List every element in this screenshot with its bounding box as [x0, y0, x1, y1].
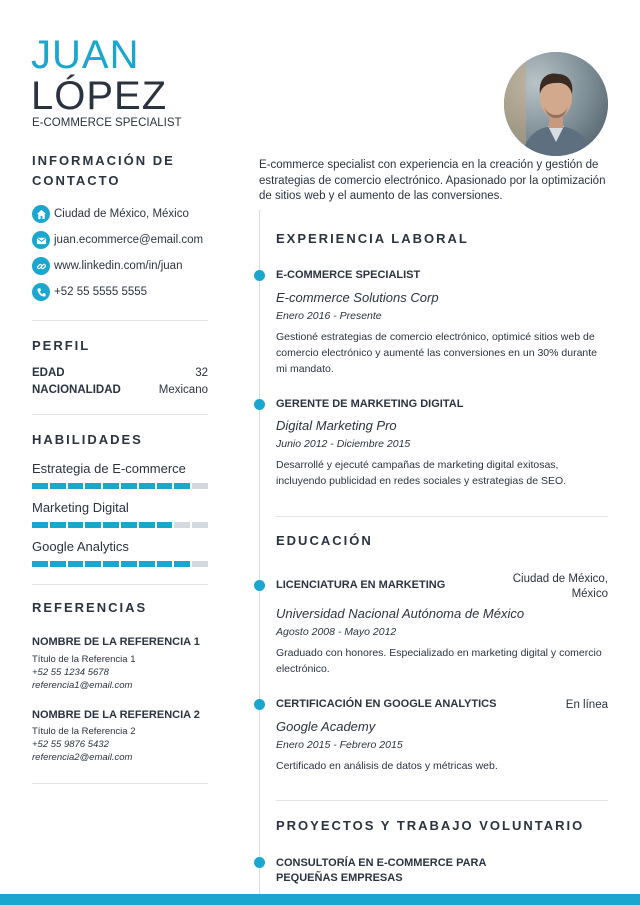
education-description: Certificado en análisis de datos y métricas web. — [276, 760, 498, 772]
footer-accent-bar — [0, 894, 640, 905]
contact-phone[interactable] — [32, 282, 147, 302]
education-section-title: EDUCACIÓN — [276, 533, 373, 548]
skill-level-segment — [157, 561, 173, 567]
home-icon — [32, 205, 50, 223]
education-location-line: Ciudad de México, — [512, 573, 608, 585]
skill-level-segment — [192, 522, 208, 528]
reference-phone[interactable]: +52 55 9876 5432 — [32, 739, 109, 750]
reference-role: Título de la Referencia 1 — [32, 654, 136, 665]
contact-location-text: Ciudad de México, México — [54, 208, 189, 220]
experience-dates: Enero 2016 - Presente — [276, 310, 382, 322]
education-title: LICENCIATURA EN MARKETING — [276, 579, 446, 591]
reference-phone[interactable]: +52 55 1234 5678 — [32, 667, 109, 678]
profile-nationality-label: NACIONALIDAD — [32, 384, 121, 396]
profile-age-label: EDAD — [32, 367, 65, 379]
project-title-line: PEQUEÑAS EMPRESAS — [276, 872, 403, 884]
timeline-dot — [254, 580, 265, 591]
skill-level-segment — [68, 522, 84, 528]
skill-level-segment — [121, 522, 137, 528]
projects-section-title: PROYECTOS Y TRABAJO VOLUNTARIO — [276, 818, 585, 833]
references-section-title: REFERENCIAS — [32, 600, 148, 615]
skill-level-segment — [103, 522, 119, 528]
skill-bar — [32, 522, 208, 528]
contact-email[interactable] — [32, 230, 203, 250]
last-name: LÓPEZ — [31, 74, 168, 118]
reference-name: NOMBRE DE LA REFERENCIA 1 — [32, 636, 200, 648]
profile-section-title: PERFIL — [32, 338, 91, 353]
skill-level-segment — [85, 522, 101, 528]
experience-company: E-commerce Solutions Corp — [276, 290, 439, 305]
divider — [32, 320, 208, 321]
divider — [32, 584, 208, 585]
profile-photo-illustration — [504, 52, 608, 156]
skill-level-segment — [68, 561, 84, 567]
link-icon — [32, 257, 50, 275]
skill-level-segment — [174, 522, 190, 528]
timeline-dot — [254, 270, 265, 281]
profile-age-value: 32 — [195, 367, 208, 379]
skill-level-segment — [32, 483, 48, 489]
timeline-dot — [254, 857, 265, 868]
skill-level-segment — [174, 483, 190, 489]
education-title: CERTIFICACIÓN EN GOOGLE ANALYTICS — [276, 698, 497, 710]
skill-level-segment — [192, 483, 208, 489]
experience-section-title: EXPERIENCIA LABORAL — [276, 231, 469, 246]
education-dates: Agosto 2008 - Mayo 2012 — [276, 626, 397, 638]
contact-phone-text[interactable]: +52 55 5555 5555 — [54, 286, 148, 298]
skill-level-segment — [121, 561, 137, 567]
divider — [32, 783, 208, 784]
phone-icon — [32, 283, 50, 301]
experience-description: Desarrollé y ejecuté campañas de marketing digital exitosas, incluyendo publicidad en redes sociales y estrategias de SEO. — [276, 459, 567, 487]
skill-level-segment — [103, 561, 119, 567]
skill-level-segment — [174, 561, 190, 567]
summary-text: E-commerce specialist con experiencia en la creación y gestión de estrategias de comercio electrónico. Apasionado por la optimización de sitios web y el aumento de las conversiones. — [259, 159, 606, 202]
skill-level-segment — [50, 483, 66, 489]
education-location-line: México — [571, 588, 608, 600]
profile-nationality-value: Mexicano — [158, 384, 208, 396]
skill-name: Marketing Digital — [32, 500, 129, 515]
skill-name: Estrategia de E-commerce — [32, 461, 186, 476]
skill-level-segment — [157, 483, 173, 489]
experience-company: Digital Marketing Pro — [276, 418, 397, 433]
contact-linkedin-text[interactable]: www.linkedin.com/in/juan — [54, 260, 183, 272]
experience-description: Gestioné estrategias de comercio electrónico, optimicé sitios web de comercio electrónico y aumenté las conversiones en un 30% durante mi mandato. — [276, 331, 598, 375]
project-title-line: CONSULTORÍA EN E-COMMERCE PARA — [276, 857, 487, 869]
reference-role: Título de la Referencia 2 — [32, 726, 136, 737]
skill-level-segment — [68, 483, 84, 489]
skill-level-segment — [139, 483, 155, 489]
contact-linkedin[interactable] — [32, 256, 182, 276]
skill-level-segment — [192, 561, 208, 567]
skill-bar — [32, 483, 208, 489]
skill-bar — [32, 561, 208, 567]
divider — [276, 800, 608, 801]
contact-location — [32, 204, 189, 224]
skill-level-segment — [139, 522, 155, 528]
contact-email-text[interactable]: juan.ecommerce@email.com — [54, 234, 204, 246]
divider — [276, 516, 608, 517]
experience-dates: Junio 2012 - Diciembre 2015 — [276, 438, 411, 450]
education-location: En línea — [565, 699, 608, 711]
profile-row-nationality — [32, 384, 208, 396]
contact-section-title: INFORMACIÓN DE CONTACTO — [32, 153, 175, 188]
skills-section-title: HABILIDADES — [32, 432, 143, 447]
skill-level-segment — [139, 561, 155, 567]
education-institution: Google Academy — [276, 719, 376, 734]
education-description: Graduado con honores. Especializado en marketing digital y comercio electrónico. — [276, 647, 602, 675]
experience-title: GERENTE DE MARKETING DIGITAL — [276, 398, 464, 410]
skill-level-segment — [85, 483, 101, 489]
first-name: JUAN — [31, 33, 140, 77]
skill-level-segment — [32, 522, 48, 528]
skill-name: Google Analytics — [32, 539, 129, 554]
skill-level-segment — [32, 561, 48, 567]
project-title — [276, 856, 486, 886]
timeline-line — [259, 210, 260, 905]
profile-row-age — [32, 367, 208, 379]
skill-level-segment — [157, 522, 173, 528]
skill-level-segment — [85, 561, 101, 567]
job-title: E-COMMERCE SPECIALIST — [32, 117, 182, 129]
reference-email[interactable]: referencia1@email.com — [32, 680, 133, 691]
reference-email[interactable]: referencia2@email.com — [32, 752, 133, 763]
education-dates: Enero 2015 - Febrero 2015 — [276, 739, 403, 751]
education-location — [513, 572, 608, 602]
skill-level-segment — [103, 483, 119, 489]
skill-level-segment — [121, 483, 137, 489]
profile-photo — [504, 52, 608, 156]
mail-icon — [32, 231, 50, 249]
timeline-dot — [254, 399, 265, 410]
divider — [32, 414, 208, 415]
experience-title: E-COMMERCE SPECIALIST — [276, 269, 421, 281]
education-institution: Universidad Nacional Autónoma de México — [276, 606, 525, 621]
reference-name: NOMBRE DE LA REFERENCIA 2 — [32, 709, 200, 721]
skill-level-segment — [50, 522, 66, 528]
skill-level-segment — [50, 561, 66, 567]
timeline-dot — [254, 699, 265, 710]
